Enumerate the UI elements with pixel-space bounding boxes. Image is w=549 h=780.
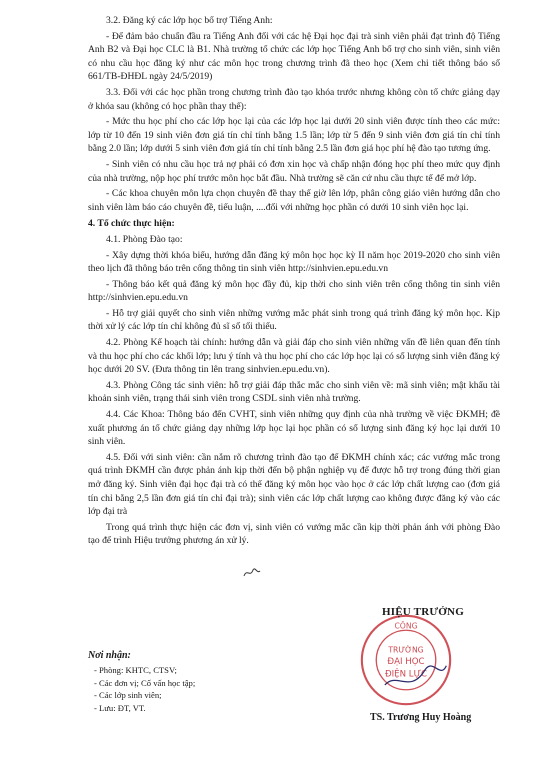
- paragraph-4-4: 4.4. Các Khoa: Thông báo đến CVHT, sinh viên những quy định của nhà trường về việc ĐKMH; đề xuất phương án tổ chức giảng dạy những lớp học lại học phần có số lượng sinh đăng ký học lại dưới 10 sinh viên.: [88, 409, 500, 448]
- paragraph-retake-request: - Sinh viên có nhu cầu học trả nợ phải có đơn xin học và chấp nhận đóng học phí theo mức quy định của nhà trường, nộp học phí trước môn học bắt đầu. Nhà trường sẽ căn cứ nhu cầu thực tế để mở lớp.: [88, 158, 500, 184]
- recipients-title: Nơi nhận:: [88, 650, 131, 661]
- paragraph-faculty-topics: - Các khoa chuyên môn lựa chọn chuyên đề thay thế giờ lên lớp, phân công giáo viên hướng dẫn cho sinh viên làm báo cáo chuyên đề, tiểu luận, ....đối với những học phần có dưới 10 sinh viên học lại.: [88, 188, 500, 213]
- paragraph-english-requirement: - Để đảm bảo chuẩn đầu ra Tiếng Anh đối với các hệ Đại học đại trà sinh viên phải đạt trình độ Tiếng Anh B2 và Đại học CLC là B1. Nhà trường tổ chức các lớp học Tiếng Anh bổ trợ cho sinh viên, sinh viên có nhu cầu học đăng ký như các môn học trong chương trình đã theo học (Xem chi tiết thông báo số 661/TB-ĐHĐL ngày 24/5/2019): [88, 30, 500, 83]
- recipient-item: - Lưu: ĐT, VT.: [94, 702, 146, 713]
- paragraph-fee-levels: - Mức thu học phí cho các lớp học lại của các lớp học lại dưới 20 sinh viên được tính theo các mức: lớp từ 10 đến 19 sinh viên đơn giá tín chỉ tính bằng 1.5 lần; lớp từ 5 đến 9 sinh viên đơn giá tín chỉ tính bằng 2.0 lần; lớp dưới 5 sinh viên đơn giá tín chỉ tính bằng 2.5 lần đơn giá học phí hệ đào tạo tương ứng.: [88, 116, 500, 155]
- signature-block: [342, 606, 532, 726]
- heading-3-2: 3.2. Đăng ký các lớp học bổ trợ Tiếng Anh:: [106, 15, 273, 26]
- paragraph-results: - Thông báo kết quả đăng ký môn học đầy đủ, kịp thời cho sinh viên trên cổng thông tin sinh viên http://sinhvien.epu.edu.vn: [88, 278, 500, 304]
- heading-section-4: 4. Tổ chức thực hiện:: [88, 218, 175, 230]
- svg-text:ĐIỆN LỰC: ĐIỆN LỰC: [384, 669, 428, 680]
- paragraph-4-2: 4.2. Phòng Kế hoạch tài chính: hướng dẫn và giải đáp cho sinh viên những vấn đề liên quan đến tính và thu học phí cho các khối lớp; lưu ý tính và thu học phí cho các lớp học lại có số lượng sinh viên đăng ký học dưới 20 SV. (Đưa thông tin lên trang sinhvien.epu.edu.vn).: [88, 337, 500, 376]
- document-body: [88, 14, 500, 550]
- paragraph-timetable: - Xây dựng thời khóa biểu, hướng dẫn đăng ký môn học học kỳ II năm học 2019-2020 cho sinh viên theo lịch đã thông báo trên cổng thông tin sinh viên http://sinhvien.epu.edu.vn: [88, 249, 500, 275]
- recipient-item: - Các lớp sinh viên;: [94, 690, 162, 701]
- recipient-item: - Các đơn vị; Cố vấn học tập;: [94, 677, 196, 688]
- signatory-title: HIỆU TRƯỞNG: [382, 606, 464, 618]
- svg-text:TRƯỜNG: TRƯỜNG: [388, 645, 424, 655]
- paragraph-support: - Hỗ trợ giải quyết cho sinh viên những vướng mắc phát sinh trong quá trình đăng ký môn học. Kịp thời xử lý các lớp tín chỉ không đủ sĩ số tối thiểu.: [88, 307, 500, 333]
- paragraph-closing: Trong quá trình thực hiện các đơn vị, sinh viên có vướng mắc cần kịp thời phản ánh với phòng Đào tạo để trình Hiệu trưởng phương án xử lý.: [88, 521, 500, 547]
- svg-text:ĐẠI HỌC: ĐẠI HỌC: [387, 656, 425, 667]
- official-stamp: [358, 612, 454, 708]
- heading-4-1: 4.1. Phòng Đào tạo:: [106, 233, 183, 245]
- initial-mark: [242, 566, 262, 580]
- paragraph-4-5: 4.5. Đối với sinh viên: cần nắm rõ chương trình đào tạo để ĐKMH chính xác; các vướng mắc trong quá trình ĐKMH cần được phản ánh kịp thời đến bộ phận nghiệp vụ để được hỗ trợ trong đúng thời gian mở đăng ký. Sinh viên đại học đại trà có thể đăng ký môn học vào học ở các lớp chất lượng cao (đơn giá tín chỉ bằng 2,5 lần đơn giá tín chỉ đại trà); sinh viên các lớp chất lượng cao không được đăng ký vào các lớp đại trà: [88, 451, 500, 518]
- recipients-block: [88, 650, 288, 714]
- recipient-item: - Phòng: KHTC, CTSV;: [94, 665, 177, 676]
- svg-text:CÔNG: CÔNG: [394, 621, 418, 631]
- heading-3-3: 3.3. Đối với các học phần trong chương trình đào tạo khóa trước nhưng không còn tổ chức giảng dạy ở khóa sau (không có học phần thay thế):: [88, 86, 500, 112]
- signatory-name: TS. Trương Huy Hoàng: [370, 712, 472, 723]
- paragraph-4-3: 4.3. Phòng Công tác sinh viên: hỗ trợ giải đáp thắc mắc cho sinh viên về: mã sinh viên; mật khẩu tài khoản sinh viên, trạng thái sinh viên trong CSDL sinh viên nhà trường.: [88, 379, 500, 405]
